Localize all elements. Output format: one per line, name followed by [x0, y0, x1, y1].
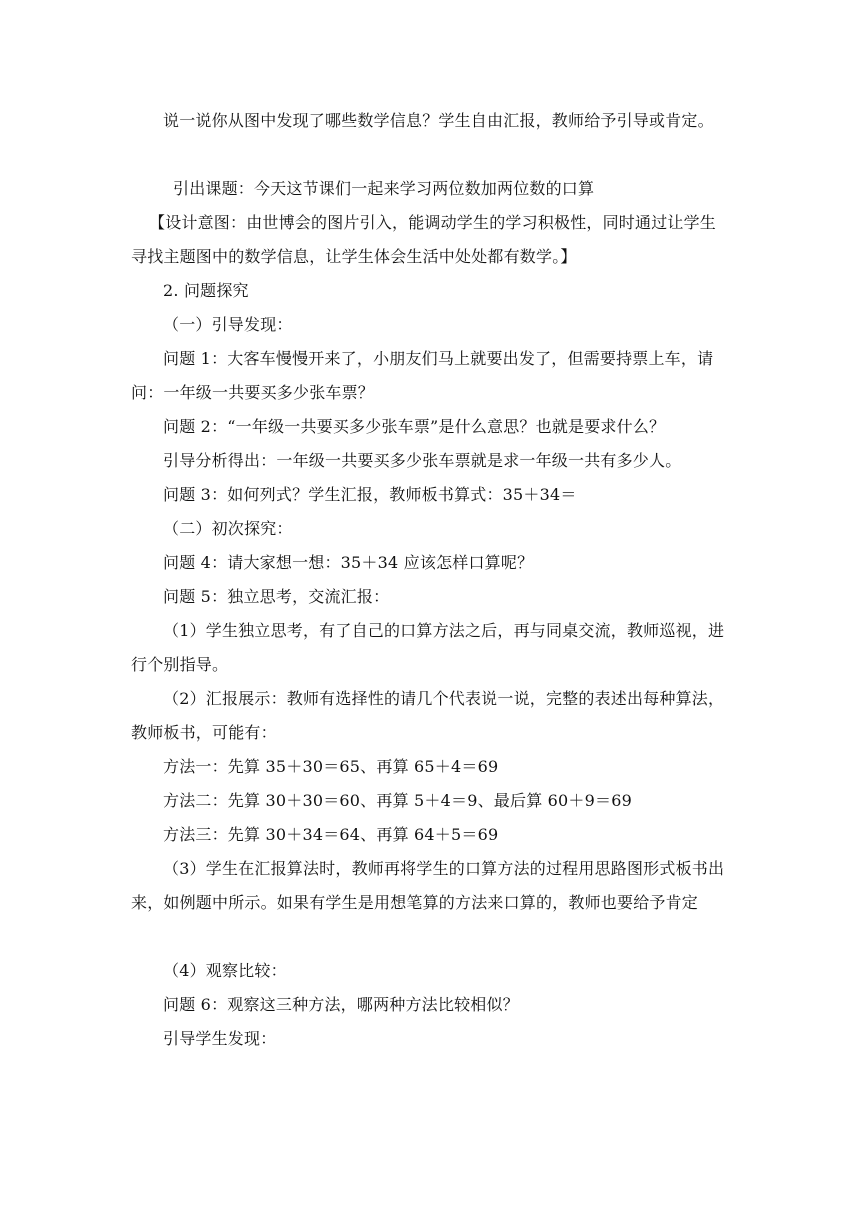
paragraph-1: 说一说你从图中发现了哪些数学信息？学生自由汇报，教师给予引导或肯定。: [163, 111, 714, 130]
subheading-2: （二）初次探究：: [163, 519, 293, 538]
method-3: 方法三：先算 30＋34＝64、再算 64＋5＝69: [163, 825, 499, 844]
section-heading-2: 2. 问题探究: [163, 281, 249, 300]
paragraph-question-5: 问题 5：独立思考，交流汇报：: [163, 587, 390, 606]
paragraph-question-6: 问题 6：观察这三种方法，哪两种方法比较相似？: [163, 995, 519, 1014]
paragraph-guide: 引导学生发现：: [163, 1029, 277, 1048]
method-1: 方法一：先算 35＋30＝65、再算 65＋4＝69: [163, 757, 499, 776]
paragraph-question-2: 问题 2：“一年级一共要买多少张车票”是什么意思？也就是要求什么？: [163, 417, 666, 436]
paragraph-question-1: 问题 1：大客车慢慢开来了，小朋友们马上就要出发了，但需要持票上车，请问：一年级一共要买多少张车票？: [131, 349, 714, 402]
paragraph-step-2: （2）汇报展示：教师有选择性的请几个代表说一说，完整的表述出每种算法，教师板书，可能有：: [131, 689, 725, 742]
paragraph-analysis: 引导分析得出：一年级一共要买多少张车票就是求一年级一共有多少人。: [163, 451, 682, 470]
paragraph-3: 【设计意图：由世博会的图片引入，能调动学生的学习积极性，同时通过让学生寻找主题图中的数学信息，让学生体会生活中处处都有数学。】: [131, 213, 717, 266]
paragraph-step-3: （3）学生在汇报算法时，教师再将学生的口算方法的过程用思路图形式板书出来，如例题中所示。如果有学生是用想笔算的方法来口算的，教师也要给予肯定: [131, 859, 725, 912]
paragraph-step-4: （4）观察比较：: [163, 961, 287, 980]
subheading-1: （一）引导发现：: [163, 315, 293, 334]
paragraph-question-3: 问题 3：如何列式？学生汇报，教师板书算式：35＋34＝: [163, 485, 577, 504]
method-2: 方法二：先算 30＋30＝60、再算 5＋4＝9、最后算 60＋9＝69: [163, 791, 632, 810]
paragraph-question-4: 问题 4：请大家想一想：35＋34 应该怎样口算呢？: [163, 553, 534, 572]
paragraph-2: 引出课题：今天这节课们一起来学习两位数加两位数的口算: [173, 179, 595, 198]
paragraph-step-1: （1）学生独立思考，有了自己的口算方法之后，再与同桌交流，教师巡视，进行个别指导。: [131, 621, 725, 674]
